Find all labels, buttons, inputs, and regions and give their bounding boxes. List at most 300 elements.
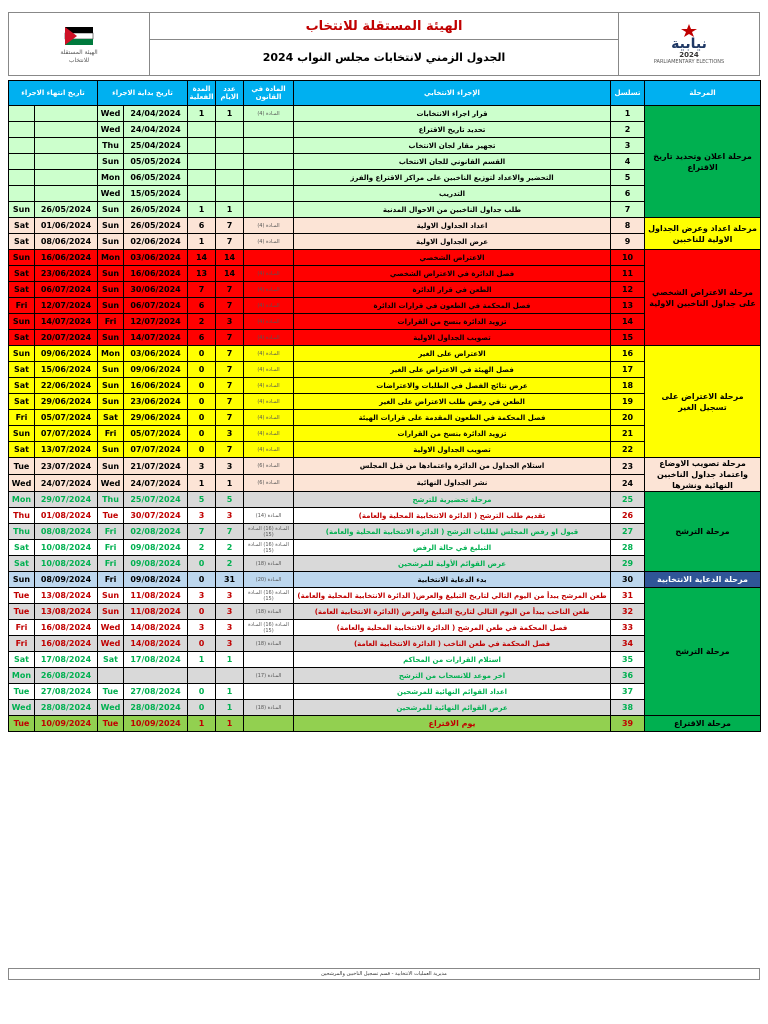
end-date-cell: 16/08/2024: [35, 620, 98, 636]
days-count-cell: 1: [216, 684, 244, 700]
start-day-cell: Sat: [98, 652, 124, 668]
start-day-cell: Sun: [98, 218, 124, 234]
procedure-cell: فصل الدائرة في الاعتراض الشخصي: [294, 266, 611, 282]
sequence-cell: 5: [611, 170, 645, 186]
covered-days-cell: 2: [188, 314, 216, 330]
sequence-cell: 38: [611, 700, 645, 716]
start-date-cell: 05/05/2024: [124, 154, 188, 170]
procedure-cell: الطعن في رفض طلب الاعتراض على الغير: [294, 394, 611, 410]
sequence-cell: 4: [611, 154, 645, 170]
days-count-cell: 14: [216, 250, 244, 266]
start-day-cell: Sun: [98, 588, 124, 604]
col-header-end-date: تاريخ انتهاء الاجراء: [9, 81, 98, 106]
sequence-cell: 27: [611, 524, 645, 540]
days-count-cell: 1: [216, 106, 244, 122]
end-date-cell: [35, 154, 98, 170]
law-article-cell: المـادة (4): [244, 442, 294, 458]
end-date-cell: 10/08/2024: [35, 540, 98, 556]
end-date-cell: 26/08/2024: [35, 668, 98, 684]
procedure-cell: مرحلة تحضيرية للترشح: [294, 492, 611, 508]
covered-days-cell: 0: [188, 362, 216, 378]
law-article-cell: المـادة (4): [244, 282, 294, 298]
covered-days-cell: [188, 186, 216, 202]
start-date-cell: 02/08/2024: [124, 524, 188, 540]
end-day-cell: Sat: [9, 330, 35, 346]
end-day-cell: Thu: [9, 524, 35, 540]
end-date-cell: 17/08/2024: [35, 652, 98, 668]
end-date-cell: 27/08/2024: [35, 684, 98, 700]
procedure-cell: نشر الجداول النهائية: [294, 475, 611, 492]
end-day-cell: Sat: [9, 218, 35, 234]
end-day-cell: Tue: [9, 716, 35, 732]
law-article-cell: المـادة (4): [244, 394, 294, 410]
days-count-cell: 3: [216, 314, 244, 330]
sequence-cell: 22: [611, 442, 645, 458]
start-date-cell: 21/07/2024: [124, 458, 188, 475]
start-day-cell: Thu: [98, 138, 124, 154]
days-count-cell: 7: [216, 282, 244, 298]
end-day-cell: Tue: [9, 458, 35, 475]
start-date-cell: 11/08/2024: [124, 588, 188, 604]
covered-days-cell: 0: [188, 572, 216, 588]
end-day-cell: Sun: [9, 314, 35, 330]
phase-cell: مرحلة الدعاية الانتخابية: [645, 572, 761, 588]
end-day-cell: [9, 138, 35, 154]
law-article-cell: المـادة (14): [244, 508, 294, 524]
iec-logo: [9, 13, 150, 75]
sequence-cell: 3: [611, 138, 645, 154]
covered-days-cell: 1: [188, 652, 216, 668]
law-article-cell: المـادة (18): [244, 700, 294, 716]
days-count-cell: 3: [216, 458, 244, 475]
col-header-covered: المدة الفعلية: [188, 81, 216, 106]
days-count-cell: 3: [216, 620, 244, 636]
end-date-cell: 28/08/2024: [35, 700, 98, 716]
table-row: [9, 218, 761, 234]
end-date-cell: 16/06/2024: [35, 250, 98, 266]
sequence-cell: 20: [611, 410, 645, 426]
star-emblem-icon: [678, 23, 700, 37]
table-row: [9, 250, 761, 266]
days-count-cell: 7: [216, 378, 244, 394]
sequence-cell: 35: [611, 652, 645, 668]
days-count-cell: 7: [216, 410, 244, 426]
days-count-cell: 3: [216, 426, 244, 442]
document-subtitle: الجدول الزمني لانتخابات مجلس النواب 2024: [262, 51, 506, 64]
covered-days-cell: 3: [188, 508, 216, 524]
end-day-cell: Sat: [9, 362, 35, 378]
table-row: [9, 106, 761, 122]
start-date-cell: 16/06/2024: [124, 378, 188, 394]
start-date-cell: 05/07/2024: [124, 426, 188, 442]
covered-days-cell: 14: [188, 250, 216, 266]
procedure-cell: فصل الهيئة في الاعتراض على الغير: [294, 362, 611, 378]
sequence-cell: 33: [611, 620, 645, 636]
law-article-cell: المـادة (4): [244, 426, 294, 442]
table-row: [9, 588, 761, 604]
law-article-cell: المـادة (16) المـادة (15): [244, 524, 294, 540]
start-date-cell: 06/07/2024: [124, 298, 188, 314]
covered-days-cell: 0: [188, 604, 216, 620]
start-date-cell: 25/04/2024: [124, 138, 188, 154]
start-day-cell: Sun: [98, 154, 124, 170]
procedure-cell: يوم الاقتراع: [294, 716, 611, 732]
sequence-cell: 12: [611, 282, 645, 298]
start-day-cell: Sun: [98, 442, 124, 458]
start-date-cell: 07/07/2024: [124, 442, 188, 458]
iec-logo-text: الهيئة المستقلة للانتخاب: [60, 49, 98, 64]
law-article-cell: المـادة (4): [244, 314, 294, 330]
procedure-cell: اخر موعد للانسحاب من الترشح: [294, 668, 611, 684]
phase-cell: مرحلة الاقتراع: [645, 716, 761, 732]
covered-days-cell: [188, 170, 216, 186]
covered-days-cell: 1: [188, 106, 216, 122]
end-date-cell: 08/08/2024: [35, 524, 98, 540]
end-day-cell: Sat: [9, 556, 35, 572]
covered-days-cell: [188, 668, 216, 684]
covered-days-cell: 0: [188, 442, 216, 458]
end-date-cell: 23/07/2024: [35, 458, 98, 475]
start-date-cell: 25/07/2024: [124, 492, 188, 508]
procedure-cell: الاعتراض الشخصي: [294, 250, 611, 266]
end-date-cell: 15/06/2024: [35, 362, 98, 378]
start-date-cell: 15/05/2024: [124, 186, 188, 202]
start-day-cell: Wed: [98, 620, 124, 636]
covered-days-cell: 3: [188, 458, 216, 475]
start-day-cell: Sun: [98, 298, 124, 314]
col-header-procedure: الإجراء الانتخابي: [294, 81, 611, 106]
procedure-cell: بدء الدعاية الانتخابية: [294, 572, 611, 588]
sequence-cell: 19: [611, 394, 645, 410]
covered-days-cell: 0: [188, 700, 216, 716]
start-day-cell: Sun: [98, 234, 124, 250]
start-date-cell: 14/08/2024: [124, 620, 188, 636]
document-header: [8, 12, 760, 76]
sequence-cell: 23: [611, 458, 645, 475]
end-date-cell: 16/08/2024: [35, 636, 98, 652]
end-date-cell: [35, 106, 98, 122]
law-article-cell: المـادة (17): [244, 668, 294, 684]
covered-days-cell: 0: [188, 426, 216, 442]
law-article-cell: المـادة (4): [244, 106, 294, 122]
end-date-cell: 06/07/2024: [35, 282, 98, 298]
days-count-cell: 2: [216, 540, 244, 556]
start-date-cell: 06/05/2024: [124, 170, 188, 186]
sequence-cell: 31: [611, 588, 645, 604]
start-date-cell: 09/08/2024: [124, 556, 188, 572]
start-day-cell: Sun: [98, 282, 124, 298]
start-date-cell: 09/08/2024: [124, 572, 188, 588]
procedure-cell: اعداد القوائم النهائية للمرشحين: [294, 684, 611, 700]
table-row: [9, 716, 761, 732]
phase-cell: مرحلة الترشح: [645, 588, 761, 716]
col-header-days: عدد الايام: [216, 81, 244, 106]
law-article-cell: المـادة (4): [244, 378, 294, 394]
days-count-cell: 2: [216, 556, 244, 572]
procedure-cell: قبول او رفض المجلس لطلبات الترشح ( الدائرة الانتخابية المحلية والعامة): [294, 524, 611, 540]
start-date-cell: 09/06/2024: [124, 362, 188, 378]
covered-days-cell: 3: [188, 620, 216, 636]
law-article-cell: [244, 122, 294, 138]
law-article-cell: المـادة (4): [244, 298, 294, 314]
covered-days-cell: 2: [188, 540, 216, 556]
law-article-cell: المـادة (18): [244, 604, 294, 620]
end-day-cell: [9, 186, 35, 202]
sequence-cell: 14: [611, 314, 645, 330]
col-header-phase: المرحلة: [645, 81, 761, 106]
covered-days-cell: 0: [188, 684, 216, 700]
days-count-cell: 14: [216, 266, 244, 282]
sequence-cell: 30: [611, 572, 645, 588]
law-article-cell: [244, 202, 294, 218]
end-date-cell: 08/06/2024: [35, 234, 98, 250]
end-day-cell: Sat: [9, 266, 35, 282]
sequence-cell: 16: [611, 346, 645, 362]
end-date-cell: 01/06/2024: [35, 218, 98, 234]
sequence-cell: 10: [611, 250, 645, 266]
start-day-cell: Wed: [98, 186, 124, 202]
days-count-cell: 1: [216, 652, 244, 668]
procedure-cell: طعن المرشح يبدأ من اليوم التالي لتاريخ التبليغ والعرض( الدائرة الانتخابية المحلية والعامة): [294, 588, 611, 604]
procedure-cell: طعن الناخب يبدأ من اليوم التالي لتاريخ التبليغ والعرض (الدائرة الانتخابية العامة): [294, 604, 611, 620]
sequence-cell: 37: [611, 684, 645, 700]
covered-days-cell: [188, 122, 216, 138]
start-date-cell: 09/08/2024: [124, 540, 188, 556]
end-day-cell: Sun: [9, 346, 35, 362]
end-date-cell: 05/07/2024: [35, 410, 98, 426]
end-date-cell: 12/07/2024: [35, 298, 98, 314]
law-article-cell: [244, 716, 294, 732]
sequence-cell: 1: [611, 106, 645, 122]
end-date-cell: 24/07/2024: [35, 475, 98, 492]
start-day-cell: Wed: [98, 700, 124, 716]
table-row: [9, 346, 761, 362]
phase-cell: مرحلة الاعتراض على تسجيل الغير: [645, 346, 761, 458]
start-date-cell: 30/06/2024: [124, 282, 188, 298]
days-count-cell: 7: [216, 218, 244, 234]
days-count-cell: [216, 668, 244, 684]
sequence-cell: 15: [611, 330, 645, 346]
days-count-cell: 7: [216, 234, 244, 250]
end-date-cell: 01/08/2024: [35, 508, 98, 524]
end-day-cell: Sun: [9, 202, 35, 218]
start-date-cell: 24/07/2024: [124, 475, 188, 492]
end-date-cell: 09/06/2024: [35, 346, 98, 362]
sequence-cell: 24: [611, 475, 645, 492]
col-header-seq: تسلسل: [611, 81, 645, 106]
start-day-cell: Sun: [98, 362, 124, 378]
sequence-cell: 26: [611, 508, 645, 524]
start-day-cell: Fri: [98, 314, 124, 330]
end-date-cell: 29/06/2024: [35, 394, 98, 410]
law-article-cell: المـادة (18): [244, 636, 294, 652]
covered-days-cell: 6: [188, 298, 216, 314]
end-day-cell: Tue: [9, 604, 35, 620]
end-date-cell: 20/07/2024: [35, 330, 98, 346]
procedure-cell: تقديم طلب الترشح ( الدائرة الانتخابية المحلية والعامة): [294, 508, 611, 524]
start-day-cell: Mon: [98, 170, 124, 186]
start-day-cell: Fri: [98, 572, 124, 588]
days-count-cell: 7: [216, 394, 244, 410]
procedure-cell: فصل المحكمة في طعن المرشح ( الدائرة الانتخابية المحلية والعامة): [294, 620, 611, 636]
start-date-cell: 24/04/2024: [124, 122, 188, 138]
start-day-cell: Fri: [98, 426, 124, 442]
covered-days-cell: 5: [188, 492, 216, 508]
law-article-cell: [244, 138, 294, 154]
sequence-cell: 18: [611, 378, 645, 394]
law-article-cell: المـادة (16) المـادة (15): [244, 620, 294, 636]
start-day-cell: Mon: [98, 250, 124, 266]
start-day-cell: Sun: [98, 604, 124, 620]
days-count-cell: 7: [216, 298, 244, 314]
covered-days-cell: 0: [188, 394, 216, 410]
start-date-cell: 12/07/2024: [124, 314, 188, 330]
phase-cell: مرحلة اعداد وعرض الجداول الاولية للناخبين: [645, 218, 761, 250]
sequence-cell: 29: [611, 556, 645, 572]
days-count-cell: 7: [216, 346, 244, 362]
days-count-cell: 7: [216, 330, 244, 346]
start-day-cell: Sun: [98, 378, 124, 394]
start-date-cell: [124, 668, 188, 684]
end-day-cell: Sat: [9, 540, 35, 556]
procedure-cell: تجهيز مقار لجان الانتخاب: [294, 138, 611, 154]
law-article-cell: المـادة (6): [244, 458, 294, 475]
days-count-cell: 7: [216, 442, 244, 458]
procedure-cell: عرض القوائم الأولية للمرشحين: [294, 556, 611, 572]
end-day-cell: [9, 154, 35, 170]
niyabiya-logo-year: 2024: [679, 51, 699, 59]
start-day-cell: Tue: [98, 716, 124, 732]
start-date-cell: 14/07/2024: [124, 330, 188, 346]
covered-days-cell: 0: [188, 410, 216, 426]
start-day-cell: Sun: [98, 458, 124, 475]
sequence-cell: 7: [611, 202, 645, 218]
end-day-cell: Sun: [9, 250, 35, 266]
start-date-cell: 29/06/2024: [124, 410, 188, 426]
law-article-cell: المـادة (4): [244, 266, 294, 282]
covered-days-cell: 6: [188, 330, 216, 346]
start-day-cell: Wed: [98, 122, 124, 138]
end-date-cell: 14/07/2024: [35, 314, 98, 330]
sequence-cell: 13: [611, 298, 645, 314]
phase-cell: مرحلة تصويب الاوضاع واعتماد جداول الناخبين النهائية ونشرها: [645, 458, 761, 492]
table-row: [9, 458, 761, 475]
days-count-cell: [216, 186, 244, 202]
end-day-cell: Wed: [9, 475, 35, 492]
end-day-cell: Fri: [9, 620, 35, 636]
end-date-cell: 08/09/2024: [35, 572, 98, 588]
end-date-cell: [35, 170, 98, 186]
sequence-cell: 17: [611, 362, 645, 378]
covered-days-cell: 13: [188, 266, 216, 282]
sequence-cell: 39: [611, 716, 645, 732]
start-day-cell: [98, 668, 124, 684]
sequence-cell: 8: [611, 218, 645, 234]
law-article-cell: المـادة (20): [244, 572, 294, 588]
days-count-cell: [216, 154, 244, 170]
law-article-cell: [244, 186, 294, 202]
days-count-cell: 1: [216, 202, 244, 218]
end-day-cell: Tue: [9, 684, 35, 700]
start-date-cell: 16/06/2024: [124, 266, 188, 282]
end-date-cell: 22/06/2024: [35, 378, 98, 394]
start-day-cell: Wed: [98, 475, 124, 492]
sequence-cell: 28: [611, 540, 645, 556]
col-header-start-date: تاريخ بداية الاجراء: [98, 81, 188, 106]
covered-days-cell: 6: [188, 218, 216, 234]
start-date-cell: 26/05/2024: [124, 202, 188, 218]
end-day-cell: [9, 170, 35, 186]
start-day-cell: Mon: [98, 346, 124, 362]
law-article-cell: [244, 154, 294, 170]
election-timeline-table: [8, 80, 761, 732]
days-count-cell: 5: [216, 492, 244, 508]
procedure-cell: تصويب الجداول الاولية: [294, 330, 611, 346]
start-day-cell: Fri: [98, 556, 124, 572]
end-date-cell: [35, 122, 98, 138]
procedure-cell: فصل المحكمة في الطعون المقدمة على قرارات الهيئة: [294, 410, 611, 426]
days-count-cell: 3: [216, 508, 244, 524]
days-count-cell: 1: [216, 475, 244, 492]
covered-days-cell: 7: [188, 524, 216, 540]
law-article-cell: المـادة (4): [244, 234, 294, 250]
procedure-cell: تزويد الدائرة بنسخ من القرارات: [294, 426, 611, 442]
days-count-cell: [216, 122, 244, 138]
end-day-cell: Sat: [9, 652, 35, 668]
end-date-cell: 26/05/2024: [35, 202, 98, 218]
days-count-cell: 1: [216, 716, 244, 732]
days-count-cell: [216, 138, 244, 154]
sequence-cell: 25: [611, 492, 645, 508]
covered-days-cell: 1: [188, 234, 216, 250]
end-day-cell: Sat: [9, 378, 35, 394]
procedure-cell: فصل المحكمة في الطعون في قرارات الدائرة: [294, 298, 611, 314]
niyabiya-logo-caption: PARLIAMENTARY ELECTIONS: [653, 59, 725, 65]
sequence-cell: 9: [611, 234, 645, 250]
start-day-cell: Fri: [98, 540, 124, 556]
end-date-cell: 13/08/2024: [35, 588, 98, 604]
start-date-cell: 26/05/2024: [124, 218, 188, 234]
procedure-cell: قرار اجراء الانتخابات: [294, 106, 611, 122]
days-count-cell: 7: [216, 524, 244, 540]
end-date-cell: [35, 186, 98, 202]
law-article-cell: المـادة (6): [244, 475, 294, 492]
end-date-cell: 10/09/2024: [35, 716, 98, 732]
table-header-row: [9, 81, 761, 106]
sequence-cell: 11: [611, 266, 645, 282]
start-day-cell: Fri: [98, 524, 124, 540]
start-date-cell: 24/04/2024: [124, 106, 188, 122]
procedure-cell: عرض نتائج الفصل في الطلبات والاعتراضات: [294, 378, 611, 394]
start-date-cell: 27/08/2024: [124, 684, 188, 700]
end-day-cell: Tue: [9, 588, 35, 604]
phase-cell: مرحلة اعلان وتحديد تاريخ الاقتراع: [645, 106, 761, 218]
page-footer: مديرية العمليات الانتخابية - قسم تسجيل الناخبين والمرشحين: [8, 968, 760, 980]
procedure-cell: تحديد تاريخ الاقتراع: [294, 122, 611, 138]
sequence-cell: 21: [611, 426, 645, 442]
start-date-cell: 17/08/2024: [124, 652, 188, 668]
covered-days-cell: 0: [188, 636, 216, 652]
covered-days-cell: 0: [188, 378, 216, 394]
iec-emblem-icon: [59, 23, 99, 49]
procedure-cell: استلام القرارات من المحاكم: [294, 652, 611, 668]
law-article-cell: [244, 492, 294, 508]
procedure-cell: الطعن في قرار الدائرة: [294, 282, 611, 298]
sequence-cell: 34: [611, 636, 645, 652]
procedure-cell: اعداد الجداول الاولية: [294, 218, 611, 234]
sequence-cell: 36: [611, 668, 645, 684]
sequence-cell: 6: [611, 186, 645, 202]
